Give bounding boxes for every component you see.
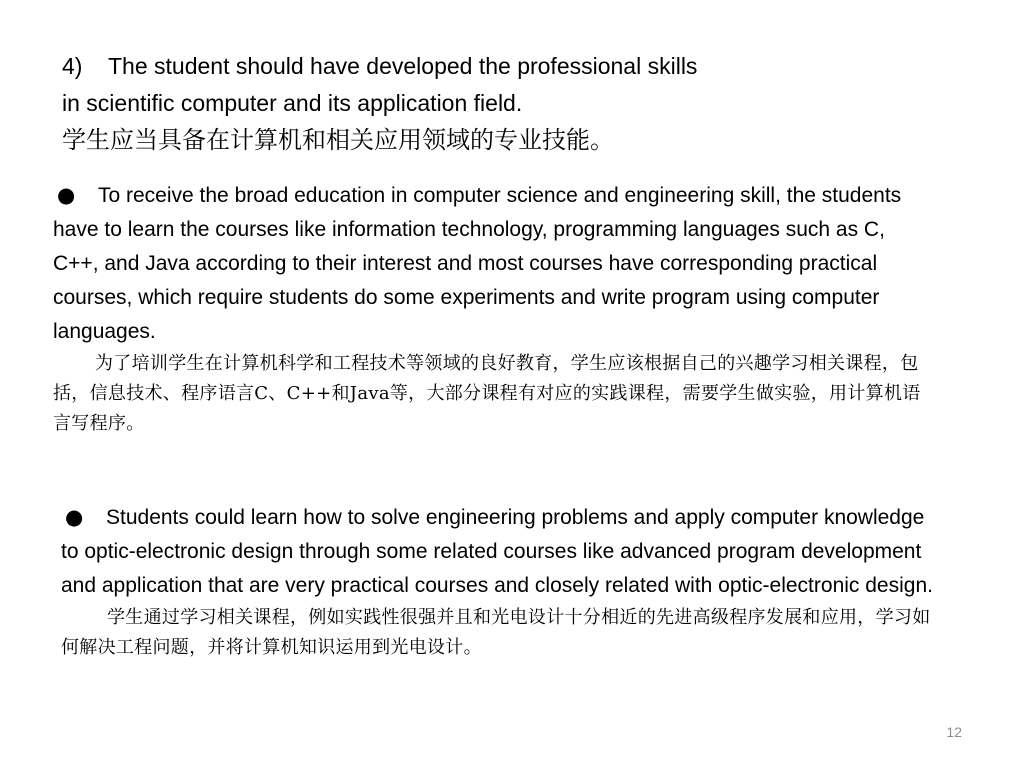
bullet-icon: ● xyxy=(57,183,76,207)
bullet-text-en-1: To receive the broad education in computer science and engineering skill, the students have to learn the courses like information technology, programming languages such as C, C++, and Java according to their interest and most courses have corresponding practical courses, which require students do some experiments and write program using computer languages. xyxy=(53,184,902,343)
bullet-text-en-2: Students could learn how to solve engineering problems and apply computer knowledge to optic-electronic design through some related courses like advanced program development and application that are very practical courses and closely related with optic-electronic design. xyxy=(61,506,933,597)
heading-text-1: The student should have developed the professional skills xyxy=(108,53,698,79)
bullet-paragraph-zh-2: 学生通过学习相关课程，例如实践性很强并且和光电设计十分相近的先进高级程序发展和应用，学习如何解决工程问题，并将计算机知识运用到光电设计。 xyxy=(61,607,931,658)
page-number: 12 xyxy=(946,724,962,740)
heading-line-zh: 学生应当具备在计算机和相关应用领域的专业技能。 xyxy=(62,126,614,154)
bullet-section-1 xyxy=(53,178,933,439)
bullet-icon: ● xyxy=(65,505,84,529)
bullet-paragraph-en-1 xyxy=(53,178,933,349)
slide-heading xyxy=(62,48,962,158)
bullet-paragraph-zh-1: 为了培训学生在计算机科学和工程技术等领域的良好教育，学生应该根据自己的兴趣学习相关课程，包括，信息技术、程序语言C、C++和Java等，大部分课程有对应的实践课程，需要学生做实验，用计算机语言写程序。 xyxy=(53,353,921,434)
bullet-paragraph-en-2 xyxy=(61,500,941,603)
heading-line-1 xyxy=(62,48,962,85)
heading-line-2: in scientific computer and its application field. xyxy=(62,90,523,116)
bullet-section-2 xyxy=(61,500,941,663)
heading-number: 4) xyxy=(62,53,83,79)
